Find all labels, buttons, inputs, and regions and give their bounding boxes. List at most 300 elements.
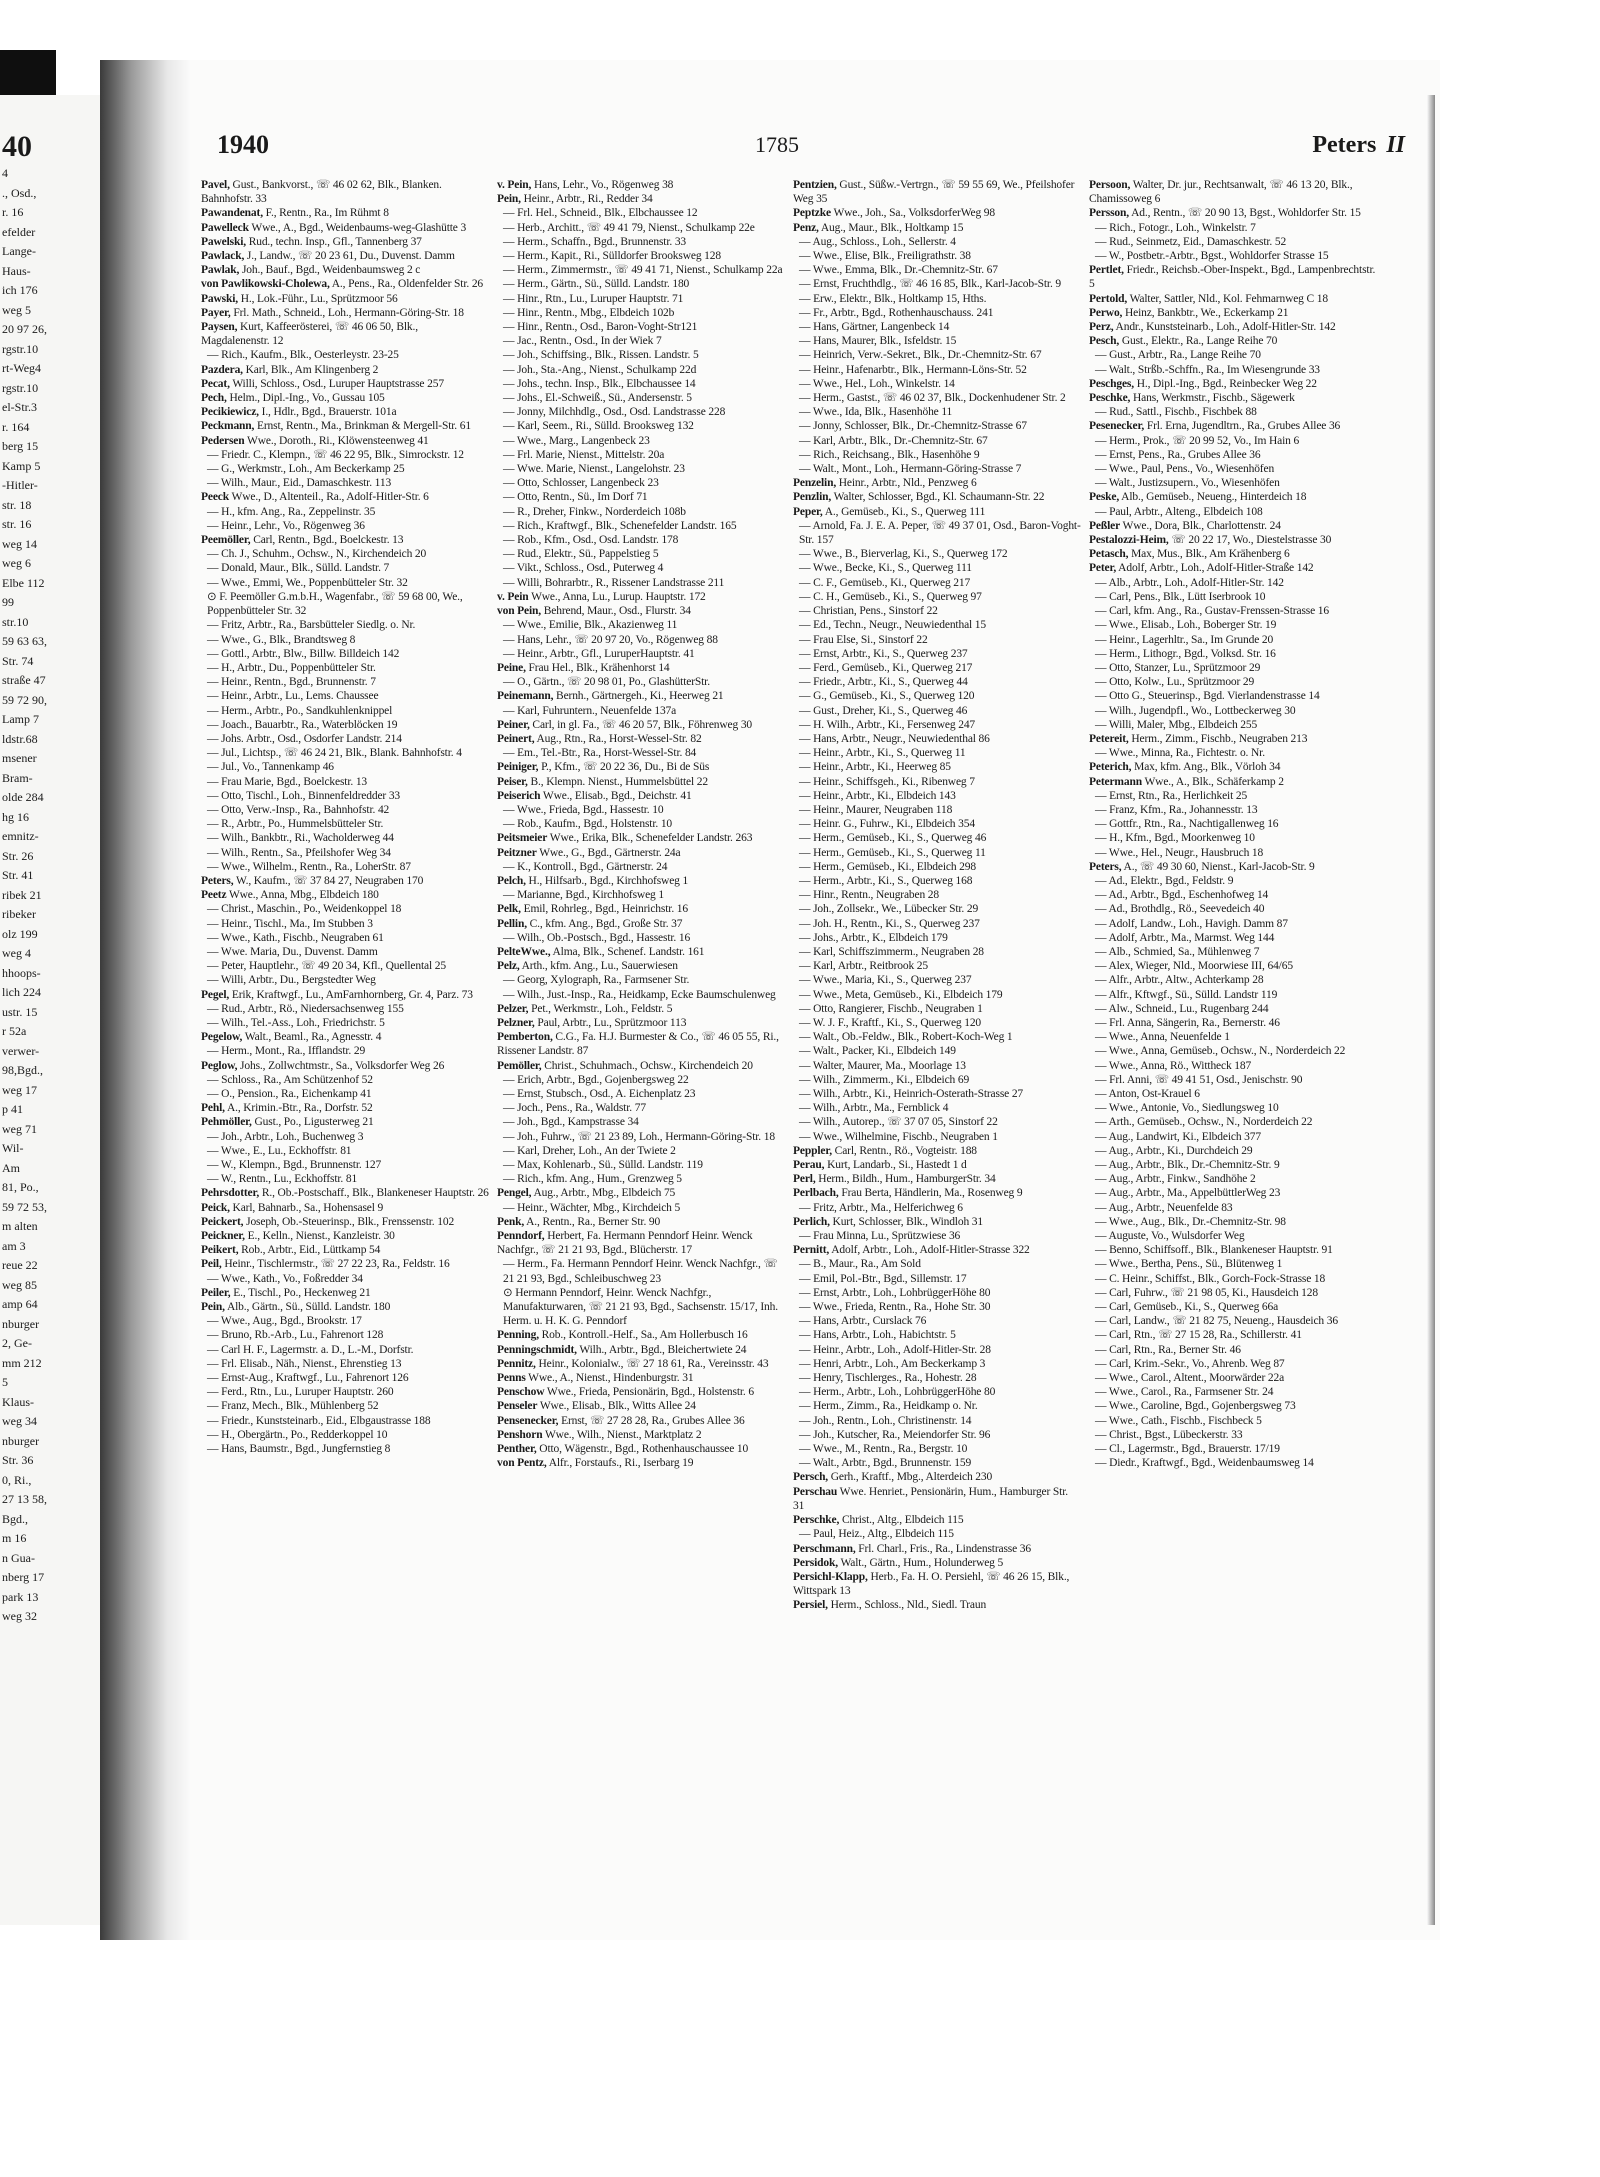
page-number: 1785 (755, 132, 799, 157)
entry-surname: Peper, (793, 505, 823, 518)
entry-details: — Paul, Arbtr., Alteng., Elbdeich 108 (1095, 505, 1263, 518)
directory-entry (201, 363, 489, 377)
left-page-line: am 3 (2, 1238, 26, 1253)
entry-surname: Peiser, (497, 775, 528, 788)
directory-entry (793, 704, 1081, 718)
directory-entry (201, 1442, 489, 1456)
entry-details: — Hinr., Rentn., Neugraben 28 (799, 889, 940, 902)
entry-details: — Aug., Arbtr., Ki., Durchdeich 29 (1095, 1144, 1253, 1157)
entry-details: Wwe., Joh., Sa., VolksdorferWeg 98 (830, 207, 995, 220)
entry-details: — Arnold, Fa. J. E. A. Peper, ☏ 49 37 01, Osd., Baron-Voght-Str. 157 (799, 519, 1081, 547)
entry-details: — W., Klempn., Bgd., Brunnenstr. 127 (207, 1159, 382, 1172)
directory-column-4 (1089, 178, 1377, 1898)
entry-details: — Wwe., Kath., Vo., Foßredder 34 (207, 1272, 363, 1285)
entry-surname: Pech, (201, 392, 227, 405)
left-page-line: park 13 (2, 1589, 39, 1604)
directory-entry (201, 320, 489, 348)
entry-details: — Rich., Reichsang., Blk., Hasenhöhe 9 (799, 448, 980, 461)
directory-entry (793, 775, 1081, 789)
entry-details: — Jul., Vo., Tannenkamp 46 (207, 761, 334, 774)
directory-entry (201, 206, 489, 220)
entry-surname: Pegel, (201, 988, 230, 1001)
entry-details: — Frl. Marie, Nienst., Mittelstr. 20a (503, 448, 665, 461)
directory-entry (1089, 363, 1377, 377)
directory-entry (793, 1130, 1081, 1144)
directory-entry (793, 988, 1081, 1002)
directory-entry (1089, 1101, 1377, 1115)
directory-entry (497, 1144, 785, 1158)
directory-entry (1089, 931, 1377, 945)
directory-entry (793, 1470, 1081, 1484)
entry-details: — Donald, Maur., Blk., Sülld. Landstr. 7 (207, 562, 390, 575)
entry-details: — H., Arbtr., Du., Poppenbütteler Str. (207, 661, 376, 674)
directory-entry (1089, 775, 1377, 789)
entry-details: — H., kfm. Ang., Ra., Zeppelinstr. 35 (207, 505, 376, 518)
left-page-line: Str. 41 (2, 868, 34, 882)
directory-entry (1089, 490, 1377, 504)
entry-surname: Persidok, (793, 1556, 838, 1569)
volume-numeral: II (1386, 132, 1405, 158)
directory-entry (201, 547, 489, 561)
entry-surname: Pawelski, (201, 235, 246, 248)
left-page-line: r. 16 (2, 205, 24, 219)
entry-details: — Adolf, Landw., Loh., Havigh. Damm 87 (1095, 917, 1288, 930)
directory-entry (497, 1016, 785, 1030)
directory-entry (793, 902, 1081, 916)
directory-entry (497, 846, 785, 860)
entry-details: — Anton, Ost-Krauel 6 (1095, 1088, 1200, 1100)
entry-surname: Peiner, (497, 718, 530, 731)
entry-details: — Herm., Kapit., Ri., Sülldorfer Brooksweg 128 (503, 250, 721, 263)
entry-details: — Alfr., Arbtr., Altw., Achterkamp 28 (1095, 974, 1264, 987)
directory-entry (1089, 320, 1377, 334)
directory-entry (1089, 1172, 1377, 1186)
entry-details: Wwe., Anna, Mbg., Elbdeich 180 (226, 889, 379, 902)
entry-details: — H., Obergärtn., Po., Redderkoppel 10 (207, 1428, 388, 1441)
entry-surname: v. Pein (497, 590, 529, 603)
entry-details: — Frl. Anni, ☏ 49 41 51, Osd., Jenischstr. 90 (1095, 1073, 1303, 1086)
directory-entry (201, 590, 489, 618)
left-page-line: 59 63 63, (2, 634, 47, 648)
left-page-line: olz 199 (2, 926, 38, 941)
entry-surname: Paysen, (201, 321, 238, 334)
entry-details: — Willi, Bohrarbtr., R., Rissener Landstrasse 211 (503, 576, 725, 589)
directory-entry (1089, 973, 1377, 987)
entry-details: — Aug., Arbtr., Blk., Dr.-Chemnitz-Str. 9 (1095, 1159, 1280, 1172)
entry-details: — Carl, kfm. Ang., Ra., Gustav-Frenssen-Strasse 16 (1095, 605, 1329, 618)
entry-details: Wwe., D., Altenteil., Ra., Adolf-Hitler-Str. 6 (228, 491, 429, 504)
left-page-line: efelder (2, 224, 36, 239)
entry-details: — Joh., Rentn., Loh., Christinenstr. 14 (799, 1414, 972, 1427)
left-page-line: Lamp 7 (2, 712, 39, 726)
entry-details: — Wilh., Autorep., ☏ 37 07 05, Sinstorf 22 (799, 1116, 998, 1129)
directory-entry (1089, 831, 1377, 845)
entry-details: — Heinrich, Verw.-Sekret., Blk., Dr.-Chemnitz-Str. 67 (799, 349, 1042, 362)
entry-details: — Heinr., Schiffsgeh., Ki., Ribenweg 7 (799, 775, 975, 788)
directory-entry (793, 348, 1081, 362)
entry-surname: Pazdera, (201, 363, 243, 376)
entry-details: — Ch. J., Schuhm., Ochsw., N., Kirchendeich 20 (207, 548, 427, 561)
directory-entry (1089, 746, 1377, 760)
directory-entry (1089, 1300, 1377, 1314)
directory-entry (497, 1186, 785, 1200)
directory-entry (1089, 633, 1377, 647)
entry-surname: Pestalozzi-Heim, (1089, 534, 1169, 547)
entry-details: Emil, Rohrleg., Bgd., Heinrichstr. 16 (520, 903, 688, 916)
entry-details: — Hans, Gärtner, Langenbeck 14 (799, 321, 950, 334)
entry-details: Alfr., Forstaufs., Ri., Iserbarg 19 (546, 1457, 694, 1470)
entry-surname: Pein, (497, 193, 521, 206)
directory-entry (497, 1130, 785, 1144)
directory-entry (497, 292, 785, 306)
entry-details: — Walt., Arbtr., Bgd., Brunnenstr. 159 (799, 1457, 972, 1470)
directory-entry (1089, 419, 1377, 433)
entry-details: — Carl, Rtn., ☏ 27 15 28, Ra., Schillerstr. 41 (1095, 1329, 1302, 1342)
directory-entry (201, 661, 489, 675)
directory-entry (497, 249, 785, 263)
entry-details: — Wwe., Wilhelmine, Fischb., Neugraben 1 (799, 1130, 998, 1143)
entry-details: Walter, Sattler, Nld., Kol. Fehmarnweg C 18 (1127, 292, 1328, 305)
entry-details: Wwe., Frieda, Pensionärin, Bgd., Holstenstr. 6 (544, 1386, 754, 1399)
directory-entry (793, 561, 1081, 575)
directory-entry (497, 1172, 785, 1186)
entry-details: — Rud., Arbtr., Rö., Niedersachsenweg 155 (207, 1002, 404, 1015)
directory-entry (497, 1286, 785, 1329)
directory-entry (793, 547, 1081, 561)
entry-details: — Rud., Sattl., Fischb., Fischbek 88 (1095, 406, 1257, 419)
entry-details: E., Kelln., Nienst., Kanzleistr. 30 (244, 1230, 395, 1243)
directory-entry (793, 1286, 1081, 1300)
directory-entry (497, 746, 785, 760)
directory-entry (497, 1385, 785, 1399)
directory-entry (201, 576, 489, 590)
entry-details: — Heinr., Lagerhltr., Sa., Im Grunde 20 (1095, 633, 1274, 646)
directory-entry (793, 363, 1081, 377)
entry-details: — Johs., techn. Insp., Blk., Elbchaussee 14 (503, 377, 696, 390)
directory-entry (201, 1087, 489, 1101)
entry-surname: Peske, (1089, 491, 1120, 504)
entry-surname: Penseler (497, 1400, 538, 1413)
entry-details: — Walt., Justizsupern., Vo., Wiesenhöfen (1095, 477, 1280, 490)
entry-details: — Joh., Bgd., Kampstrasse 34 (503, 1116, 639, 1129)
directory-entry (793, 1158, 1081, 1172)
entry-details: — Carl, Gemüseb., Ki., S., Querweg 66a (1095, 1301, 1279, 1314)
entry-surname: Pehmöller, (201, 1116, 252, 1129)
entry-details: Carl, Rentn., Rö., Vogteistr. 188 (831, 1144, 977, 1157)
entry-details: Ad., Rentn., ☏ 20 90 13, Bgst., Wohldorfer Str. 15 (1129, 207, 1361, 220)
directory-entry (497, 1115, 785, 1129)
left-page-line: Elbe 112 (2, 575, 45, 590)
entry-details: Gust., Po., Ligusterweg 21 (251, 1116, 374, 1129)
entry-details: — Hinr., Rtn., Lu., Luruper Hauptstr. 71 (503, 292, 684, 305)
entry-details: — Heinr., Arbtr., Lu., Lems. Chaussee (207, 690, 379, 703)
entry-details: — Karl, Fuhruntern., Neuenfelde 137a (503, 704, 677, 717)
directory-entry (793, 448, 1081, 462)
directory-entry (793, 1115, 1081, 1129)
entry-details: — Herm., Fa. Hermann Penndorf Heinr. Wenck Nachfgr., ☏ 21 21 93, Bgd., Schleibuschweg 23 (503, 1258, 778, 1285)
directory-entry (497, 874, 785, 888)
entry-details: A., Rentn., Ra., Berner Str. 90 (524, 1215, 661, 1228)
directory-entry (1089, 1257, 1377, 1271)
directory-entry (793, 973, 1081, 987)
entry-surname: Pennitz, (497, 1357, 536, 1370)
directory-entry (497, 860, 785, 874)
entry-surname: Peitsmeier (497, 832, 548, 845)
directory-entry (1089, 1343, 1377, 1357)
directory-entry (201, 775, 489, 789)
directory-entry (497, 1456, 785, 1470)
entry-details: Hans, Lehr., Vo., Rögenweg 38 (531, 179, 674, 191)
left-page-line: 2, Ge- (2, 1336, 32, 1350)
entry-details: — Diedr., Kraftwgf., Bgd., Weidenbaumsweg 14 (1095, 1457, 1314, 1470)
entry-details: Gerh., Kraftf., Mbg., Alterdeich 230 (828, 1471, 993, 1484)
entry-details: — Rob., Kfm., Osd., Osd. Landstr. 178 (503, 534, 679, 547)
directory-entry (793, 1399, 1081, 1413)
entry-details: Frl. Charl., Fris., Ra., Lindenstrasse 36 (855, 1542, 1032, 1555)
left-page-line: Bram- (2, 770, 33, 785)
entry-surname: Peters, (201, 874, 234, 887)
directory-entry (497, 306, 785, 320)
directory-entry (793, 831, 1081, 845)
entry-details: — Herm., Gärtn., Sü., Sülld. Landstr. 180 (503, 278, 690, 291)
entry-details: — Franz, Kfm., Ra., Johannesstr. 13 (1095, 803, 1258, 816)
directory-entry (201, 1044, 489, 1058)
directory-entry (201, 263, 489, 277)
left-page-line: weg 85 (2, 1277, 37, 1292)
entry-details: — Otto G., Steuerinsp., Bgd. Vierlandenstrasse 14 (1095, 690, 1320, 703)
left-page-line: n Gua- (2, 1550, 35, 1565)
directory-entry (201, 689, 489, 703)
entry-details: — Heinr., Maurer, Neugraben 118 (799, 803, 953, 816)
entry-details: ☏ 20 22 17, Wo., Diestelstrasse 30 (1168, 534, 1332, 547)
directory-entry (497, 1215, 785, 1229)
running-head-name: Peters (1312, 132, 1377, 158)
entry-details: — Schloss., Ra., Am Schützenhof 52 (207, 1073, 373, 1086)
directory-entry (201, 789, 489, 803)
entry-surname: von Pein, (497, 605, 542, 618)
directory-entry (793, 1215, 1081, 1229)
entry-details: A., Pens., Ra., Oldenfelder Str. 26 (329, 278, 484, 291)
directory-entry (793, 1243, 1081, 1257)
directory-entry (1089, 945, 1377, 959)
left-page-line: weg 34 (2, 1414, 37, 1428)
entry-details: F., Rentn., Ra., Im Rühmt 8 (262, 207, 389, 220)
directory-entry (793, 1428, 1081, 1442)
entry-details: Aug., Rtn., Ra., Horst-Wessel-Str. 82 (534, 732, 702, 745)
entry-surname: Penning, (497, 1329, 539, 1342)
directory-entry (497, 547, 785, 561)
entry-details: I., Hdlr., Bgd., Brauerstr. 101a (258, 406, 397, 419)
directory-entry (1089, 263, 1377, 291)
page-header (205, 130, 1405, 166)
entry-surname: Peitzner (497, 846, 537, 859)
directory-entry (793, 1300, 1081, 1314)
entry-details: Helm., Dipl.-Ing., Vo., Gussau 105 (226, 392, 385, 405)
directory-entry (793, 1201, 1081, 1215)
entry-details: — Karl, Arbtr., Reitbrook 25 (799, 960, 928, 973)
entry-details: — Herm., Gemüseb., Ki., S., Querweg 46 (799, 832, 987, 845)
directory-entry (201, 1101, 489, 1115)
entry-details: — Ad., Arbtr., Bgd., Eschenhofweg 14 (1095, 889, 1269, 902)
left-page-line: rt-Weg4 (2, 361, 42, 375)
entry-surname: Pehrsdotter, (201, 1187, 260, 1200)
directory-entry (1089, 561, 1377, 575)
entry-details: — Herm., Schaffn., Bgd., Brunnenstr. 33 (503, 235, 687, 248)
entry-details: — C. F., Gemüseb., Ki., Querweg 217 (799, 576, 971, 589)
entry-details: Aug., Maur., Blk., Holtkamp 15 (818, 221, 964, 234)
entry-details: — Heinr., Lehr., Vo., Rögenweg 36 (207, 519, 365, 532)
entry-surname: Pehl, (201, 1102, 225, 1115)
entry-details: Kurt, Kaffeerösterei, ☏ 46 06 50, Blk., Magdalenenstr. 12 (201, 321, 418, 348)
entry-surname: Peter, (1089, 562, 1117, 575)
directory-entry (793, 1385, 1081, 1399)
left-page-line: r. 164 (2, 419, 30, 434)
entry-details: — Wilh., Jugendpfl., Wo., Lottbeckerweg 30 (1095, 704, 1296, 717)
directory-entry (497, 348, 785, 362)
left-page-line: nberg 17 (2, 1570, 45, 1584)
entry-surname: Pelk, (497, 903, 521, 916)
directory-entry (1089, 760, 1377, 774)
directory-entry (1089, 1002, 1377, 1016)
directory-column-3 (793, 178, 1081, 1898)
entry-surname: Persoon, (1089, 179, 1131, 191)
entry-surname: Perz, (1089, 321, 1114, 334)
entry-surname: Peemöller, (201, 534, 251, 547)
directory-entry (793, 689, 1081, 703)
entry-details: — Wwe., Meta, Gemüseb., Ki., Elbdeich 179 (799, 988, 1003, 1001)
entry-details: — K., Kontroll., Bgd., Gärtnerstr. 24 (503, 860, 668, 873)
entry-details: ⊙ F. Peemöller G.m.b.H., Wagenfabr., ☏ 59 68 00, We., Poppenbütteler Str. 32 (207, 590, 463, 618)
entry-details: — R., Dreher, Finkw., Norderdeich 108b (503, 505, 686, 518)
directory-entry (201, 476, 489, 490)
directory-entry (793, 377, 1081, 391)
directory-entry (201, 760, 489, 774)
header-year: 1940 (217, 130, 269, 159)
entry-details: Max, Mus., Blk., Am Krähenberg 6 (1128, 548, 1290, 561)
entry-details: — Wwe., Frieda, Bgd., Hassestr. 10 (503, 803, 664, 816)
directory-entry (201, 249, 489, 263)
directory-entry (793, 718, 1081, 732)
directory-entry (1089, 704, 1377, 718)
directory-entry (793, 178, 1081, 206)
entry-surname: Pawlack, (201, 250, 245, 263)
left-page-line: amp 64 (2, 1297, 38, 1311)
left-page-line: ribek 21 (2, 887, 42, 902)
directory-entry (497, 689, 785, 703)
directory-entry (497, 206, 785, 220)
directory-entry (793, 1059, 1081, 1073)
entry-details: — Jul., Lichtsp., ☏ 46 24 21, Blk., Blank. Bahnhofstr. 4 (207, 747, 462, 760)
entry-details: — Carl H. F., Lagermstr. a. D., L.-M., Dorfstr. (207, 1343, 414, 1356)
entry-surname: Persch, (793, 1471, 829, 1484)
entry-details: — Emil, Pol.-Btr., Bgd., Sillemstr. 17 (799, 1272, 967, 1285)
entry-details: — Herb., Architt., ☏ 49 41 79, Nienst., Schulkamp 22e (503, 221, 755, 234)
entry-details: — Joh., Sta.-Ang., Nienst., Schulkamp 22d (503, 363, 697, 376)
entry-details: Friedr., Reichsb.-Ober-Inspekt., Bgd., Lampenbrechtstr. 5 (1089, 264, 1376, 291)
entry-surname: Perschke, (793, 1514, 840, 1527)
directory-entry (1089, 1144, 1377, 1158)
entry-details: Adolf, Arbtr., Loh., Adolf-Hitler-Straße 142 (1116, 562, 1314, 575)
directory-entry (201, 1144, 489, 1158)
directory-entry (201, 1201, 489, 1215)
entry-details: — Joh., Fuhrw., ☏ 21 23 89, Loh., Hermann-Göring-Str. 18 (503, 1130, 775, 1143)
directory-entry (793, 732, 1081, 746)
directory-entry (497, 419, 785, 433)
left-page-line: ., Osd., (2, 185, 37, 200)
entry-surname: Pesenecker, (1089, 420, 1145, 433)
left-page-line: weg 71 (2, 1121, 37, 1136)
left-page-line: 0, Ri., (2, 1472, 32, 1487)
entry-surname: Peßler (1089, 519, 1121, 532)
directory-entry (1089, 348, 1377, 362)
entry-details: — Wwe., Ida, Blk., Hasenhöhe 11 (799, 406, 953, 419)
directory-entry (497, 973, 785, 987)
entry-details: — Carl, Rtn., Ra., Berner Str. 46 (1095, 1343, 1241, 1356)
entry-details: — Wwe., Cath., Fischb., Fischbeck 5 (1095, 1414, 1262, 1427)
entry-surname: Peiniger, (497, 761, 539, 774)
entry-details: Gust., Bankvorst., ☏ 46 02 62, Blk., Blanken. Bahnhofstr. 33 (201, 179, 442, 206)
entry-details: — Jonny, Schlosser, Blk., Dr.-Chemnitz-Strasse 67 (799, 420, 1027, 433)
entry-details: — Herm., Arbtr., Loh., LohbrüggerHöhe 80 (799, 1386, 996, 1399)
directory-entry (793, 647, 1081, 661)
directory-entry (201, 718, 489, 732)
left-page-line: 4 (2, 166, 8, 180)
directory-entry (497, 647, 785, 661)
entry-details: Aug., Arbtr., Mbg., Elbdeich 75 (531, 1187, 676, 1200)
directory-entry (497, 505, 785, 519)
directory-entry (1089, 902, 1377, 916)
left-page-lines (0, 164, 100, 1627)
entry-details: — Wwe., Anna, Gemüseb., Ochsw., N., Norderdeich 22 (1095, 1045, 1346, 1058)
directory-entry (793, 434, 1081, 448)
entry-details: Walter, Dr. jur., Rechtsanwalt, ☏ 46 13 20, Blk., Chamissoweg 6 (1089, 179, 1353, 206)
entry-surname: Pelzer, (497, 1002, 529, 1015)
entry-details: — Wwe., Wilhelm., Rentn., Ra., LoherStr. 87 (207, 860, 411, 873)
directory-entry (1089, 718, 1377, 732)
entry-details: — Wilh., Maur., Eid., Damaschkestr. 113 (207, 477, 392, 490)
directory-entry (201, 647, 489, 661)
directory-entry (497, 235, 785, 249)
directory-entry (201, 618, 489, 632)
entry-details: — G., Gemüseb., Ki., S., Querweg 120 (799, 690, 975, 703)
directory-column-1 (201, 178, 489, 1898)
entry-surname: Penz, (793, 221, 819, 234)
entry-details: — Hans, Arbtr., Loh., Habichtstr. 5 (799, 1329, 956, 1342)
entry-surname: Peschges, (1089, 377, 1134, 390)
entry-details: H., Hilfsarb., Bgd., Kirchhofsweg 1 (525, 874, 689, 887)
directory-entry (1089, 959, 1377, 973)
entry-details: — Ad., Elektr., Bgd., Feldstr. 9 (1095, 874, 1234, 887)
entry-surname: Pentzien, (793, 179, 837, 191)
entry-surname: Perwo, (1089, 306, 1123, 319)
directory-entry (1089, 1229, 1377, 1243)
left-page-line: weg 14 (2, 536, 37, 551)
directory-entry (793, 320, 1081, 334)
entry-details: — Wwe., Emma, Blk., Dr.-Chemnitz-Str. 67 (799, 264, 998, 277)
directory-entry (201, 1399, 489, 1413)
directory-entry (497, 178, 785, 192)
entry-details: Wwe., G., Bgd., Gärtnerstr. 24a (536, 846, 681, 859)
directory-entry (1089, 292, 1377, 306)
entry-details: Frau Hel., Blk., Krähenhorst 14 (525, 661, 670, 674)
directory-entry (1089, 391, 1377, 405)
directory-entry (1089, 1314, 1377, 1328)
entry-surname: von Pentz, (497, 1457, 547, 1470)
entry-details: — Heinr., Arbtr., Ki., S., Querweg 11 (799, 747, 966, 760)
directory-entry (793, 1144, 1081, 1158)
directory-entry (1089, 1428, 1377, 1442)
entry-details: — Ferd., Gemüseb., Ki., Querweg 217 (799, 661, 973, 674)
